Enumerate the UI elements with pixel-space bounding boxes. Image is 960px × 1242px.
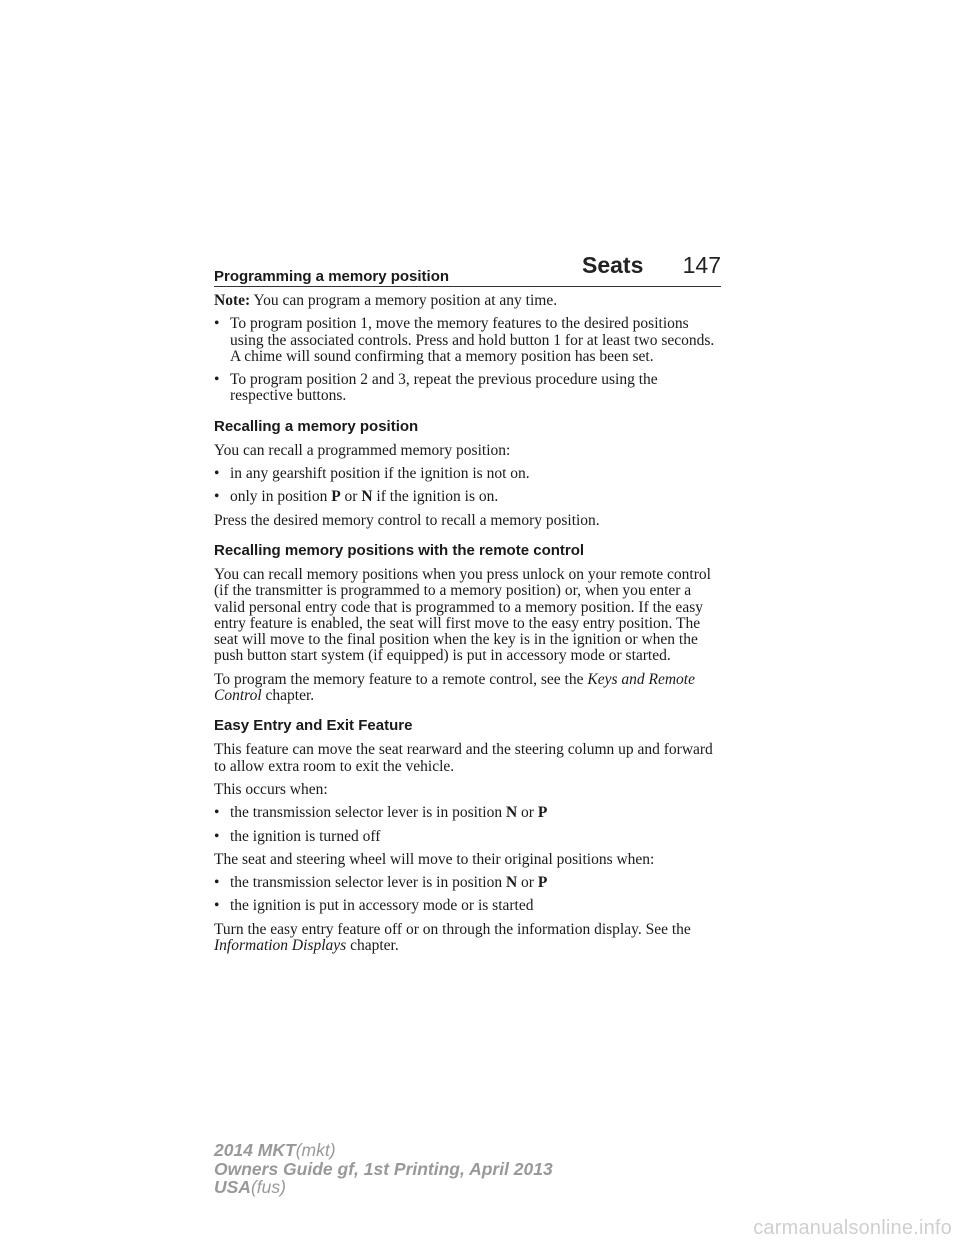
heading-recalling: Recalling a memory position [214,417,419,435]
bullet-text: the transmission selector lever is in position [230,804,506,822]
final-paragraph [214,922,722,955]
bullet-text: To program position 1, move the memory features to the desired positions using the associated controls. Press and hold button 1 for at least two seconds. A chime will sound confirming that a memory position has been set. [230,315,715,365]
bullet-icon: • [214,897,220,915]
note-text: You can program a memory position at any time. [250,292,558,309]
heading-remote: Recalling memory positions with the remote control [214,541,585,559]
print-footer [214,1141,553,1197]
remote-paragraph: You can recall memory positions when you press unlock on your remote control (if the transmitter is programmed to a memory position) or, when you enter a valid personal entry code that is programmed to a memory position. If the easy entry feature is enabled, the seat will first move to the easy entry position. The seat will move to the final position when the key is in the ignition or when the push button start system (if equipped) is put in accessory mode or started. [214,565,711,665]
list-item [214,489,722,505]
remote-reference [214,672,722,705]
bullet-text: the transmission selector lever is in position [230,874,506,892]
bullet-text: or [517,804,538,822]
return-paragraph: The seat and steering wheel will move to their original positions when: [214,850,655,868]
bullet-text: or [340,488,362,506]
reference-text: Turn the easy entry feature off or on through the information display. See the [214,920,691,938]
gear-position-p: P [537,874,548,892]
note-label: Note: [214,292,251,309]
chapter-link[interactable]: Information Displays [214,937,347,955]
gear-position-p: P [537,804,548,822]
note-paragraph [214,293,722,309]
bullet-text: the ignition is put in accessory mode or is started [230,897,534,915]
bullet-icon: • [214,465,220,483]
footer-model: 2014 MKT [214,1140,296,1160]
list-item [214,805,722,821]
reference-text: chapter. [261,687,315,705]
watermark: carmanualsonline.info [753,1217,952,1239]
bullet-icon: • [214,371,220,389]
chapter-title: Seats [582,252,644,278]
reference-text: To program the memory feature to a remote control, see the [214,670,588,688]
easy-entry-paragraph: This feature can move the seat rearward and the steering column up and forward to allow extra room to exit the vehicle. [214,741,713,775]
bullet-text: if the ignition is on. [372,488,499,506]
recalling-intro: You can recall a programmed memory position: [214,441,511,459]
page-content [214,268,722,954]
bullet-text: in any gearshift position if the ignition is not on. [230,465,530,483]
bullet-text: or [517,874,538,892]
bullet-icon: • [214,827,220,845]
chapter-link[interactable]: Keys and Remote Control [214,670,695,705]
reference-text: chapter. [346,937,399,955]
footer-code: (fus) [250,1177,286,1197]
bullet-icon: • [214,488,220,506]
list-item [214,875,722,891]
footer-code: (mkt) [295,1140,336,1160]
gear-position-n: N [361,488,373,506]
list-item [214,372,722,405]
list-item [214,898,722,914]
list-item [214,316,722,365]
footer-market: USA [214,1177,251,1197]
list-item [214,829,722,845]
bullet-icon: • [214,315,220,333]
heading-programming: Programming a memory position [214,268,450,285]
bullet-text: the ignition is turned off [230,827,381,845]
bullet-text: only in position [230,488,332,506]
occurs-when: This occurs when: [214,780,328,798]
bullet-icon: • [214,874,220,892]
gear-position-n: N [505,804,518,822]
heading-easy-entry: Easy Entry and Exit Feature [214,717,413,735]
recalling-closing: Press the desired memory control to recall a memory position. [214,511,600,529]
bullet-text: To program position 2 and 3, repeat the previous procedure using the respective buttons. [230,371,658,405]
list-item [214,466,722,482]
footer-line: Owners Guide gf, 1st Printing, April 2013 [214,1158,553,1179]
page-number: 147 [682,252,721,278]
bullet-icon: • [214,804,220,822]
gear-position-n: N [505,874,518,892]
gear-position-p: P [331,488,341,506]
footer-line [214,1141,553,1160]
footer-line [214,1178,553,1197]
